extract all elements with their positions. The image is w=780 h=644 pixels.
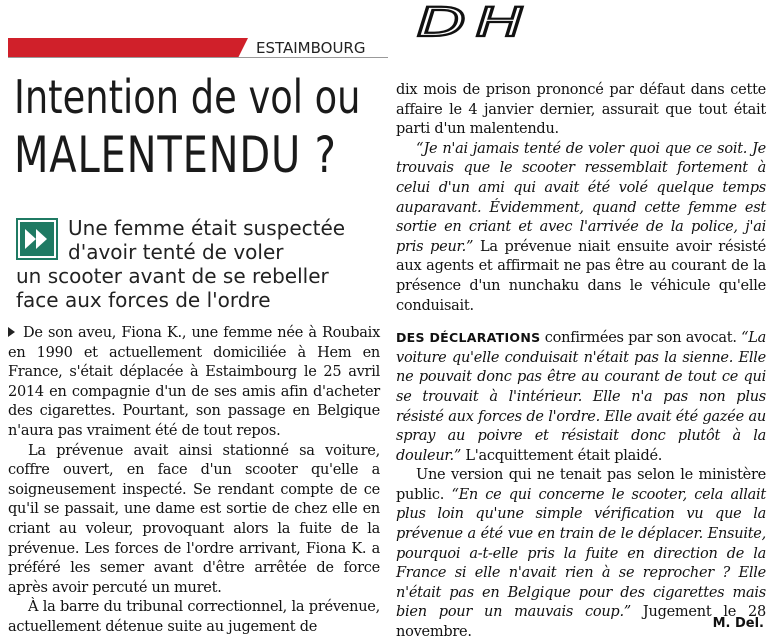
section-keyword: DES DÉCLARATIONS bbox=[396, 330, 541, 346]
article-column-2 bbox=[396, 81, 766, 643]
paragraph-3: À la barre du tribunal correctionnel, la prévenue, actuellement détenue suite au jugement de bbox=[8, 599, 380, 635]
paragraph-5 bbox=[396, 140, 766, 316]
defendant-quote: “Je n'ai jamais tenté de voler quoi que ce soit. Je trouvais que le scooter ressemblait fortement à celui d'un ami qui avait été volé quelque temps auparavant. Évidemment, quand cette femme est sortie en criant et avec l'arrivée de la police, j'ai pris peur.” bbox=[396, 140, 766, 255]
lead-line-3: un scooter avant de se rebeller bbox=[16, 264, 329, 288]
headline bbox=[14, 70, 361, 186]
paragraph-1-text: De son aveu, Fiona K., une femme née à Roubaix en 1990 et actuellement domiciliée à Hem en France, s'était déplacée à Estaimbourg le 25 avril 2014 en compagnie d'un de ses amis afin d'acheter des cigarettes. Pourtant, son passage en Belgique n'aura pas vraiment été de tout repos. bbox=[8, 325, 380, 439]
headline-line-2: MALENTENDU ? bbox=[14, 126, 337, 184]
rubric-banner bbox=[8, 38, 248, 58]
topic-label: ESTAIMBOURG bbox=[256, 39, 366, 57]
paragraph-6-intro: confirmées par son avocat. bbox=[540, 330, 742, 347]
dh-logo-text: DH bbox=[416, 2, 534, 42]
paragraph-7-text: Jugement le 28 novembre. bbox=[396, 604, 766, 641]
author-signature: M. Del. bbox=[712, 616, 764, 631]
paragraph-2: La prévenue avait ainsi stationné sa voiture, coffre ouvert, en face d'un scooter qu'elle a soigneusement inspecté. Se rendant compte de ce qu'il se passait, une dame est sortie de chez elle en criant au voleur, provoquant alors la fuite de la prévenue. Les forces de l'ordre arrivant, Fiona K. a préféré les semer avant d'être arrêtée de force après avoir percuté un muret. bbox=[8, 442, 380, 596]
lead-line-4: face aux forces de l'ordre bbox=[16, 288, 271, 312]
paragraph-1 bbox=[8, 324, 380, 442]
paragraph-7-intro: Une version qui ne tenait pas selon le ministère public. bbox=[396, 467, 766, 503]
paragraph-4: dix mois de prison prononcé par défaut dans cette affaire le 4 janvier dernier, assurait que tout était parti d'un malentendu. bbox=[396, 82, 766, 138]
paragraph-5-text: La prévenue niait ensuite avoir résisté aux agents et affirmait ne pas être au courant de la présence d'un nunchaku dans le véhicule qu'elle conduisait. bbox=[396, 238, 766, 314]
paragraph-marker-icon bbox=[8, 327, 15, 337]
paragraph-6-text: L'acquittement était plaidé. bbox=[461, 447, 663, 464]
lawyer-quote: “La voiture qu'elle conduisait n'était pas la sienne. Elle ne pouvait donc pas être au courant de tout ce qui se trouvait à l'intérieur. Elle n'a pas non plus résisté aux forces de l'ordre. Elle avait été gazée au spray au poivre et résistait donc plutôt à la douleur.” bbox=[396, 330, 767, 464]
dh-logo bbox=[400, 2, 550, 42]
headline-line-1: Intention de vol ou bbox=[14, 70, 361, 124]
paragraph-6 bbox=[396, 328, 766, 466]
article-column-1 bbox=[8, 324, 380, 638]
paragraph-7 bbox=[396, 466, 766, 642]
lead-line-2: d'avoir tenté de voler bbox=[68, 240, 284, 264]
header-rule bbox=[8, 57, 388, 58]
lead-paragraph bbox=[16, 216, 388, 312]
lead-line-1: Une femme était suspectée bbox=[68, 216, 346, 240]
prosecution-quote: “En ce qui concerne le scooter, cela allait plus loin qu'une simple vérification vu que la prévenue a été vue en train de le déplacer. Ensuite, pourquoi a-t-elle pris la fuite en direction de la France si elle n'avait rien à se reprocher ? Elle n'était pas en Belgique pour des cigarettes mais bien pour un mauvais coup.” bbox=[396, 486, 766, 621]
rubric-label: CORRECTIONNELLE bbox=[18, 2, 174, 18]
